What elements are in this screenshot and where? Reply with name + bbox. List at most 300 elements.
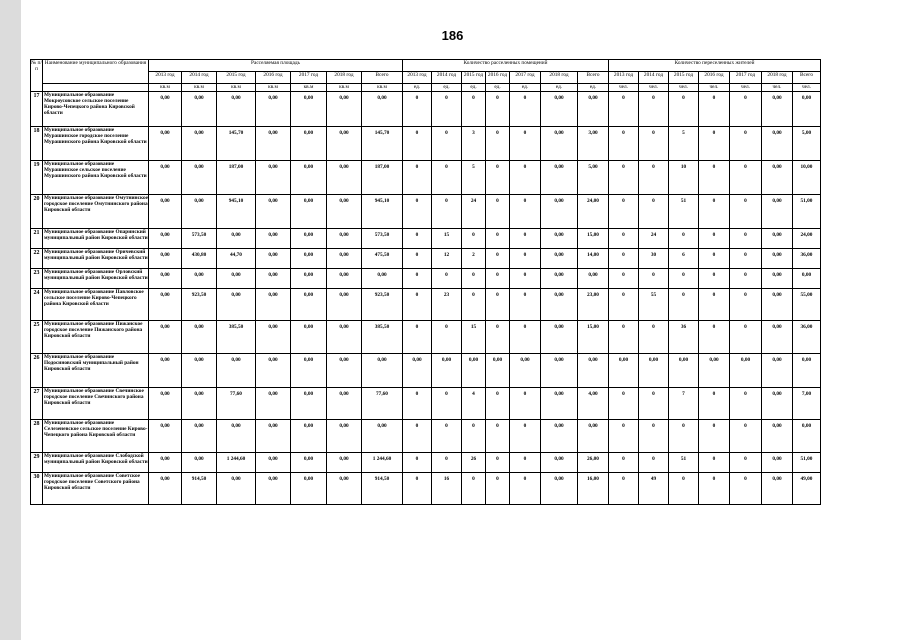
cell-people: 0 xyxy=(609,195,639,229)
cell-units: 16 xyxy=(432,473,462,505)
cell-units: 0 xyxy=(432,195,462,229)
cell-people: 0 xyxy=(699,195,730,229)
table-row xyxy=(31,269,821,289)
cell-people: 0 xyxy=(609,127,639,161)
cell-area: 0,00 xyxy=(256,321,291,354)
cell-units: 0 xyxy=(510,420,541,453)
cell-people: 0 xyxy=(609,321,639,354)
table-row xyxy=(31,473,821,505)
cell-area: 0,00 xyxy=(149,92,182,127)
cell-area: 0,00 xyxy=(149,473,182,505)
cell-people: 0,00 xyxy=(762,388,793,420)
cell-people: 0,00 xyxy=(793,269,821,289)
cell-units: 0 xyxy=(510,195,541,229)
cell-people: 36,00 xyxy=(793,321,821,354)
header-unit: ед. xyxy=(486,84,510,92)
cell-units: 0 xyxy=(432,420,462,453)
cell-units: 0,00 xyxy=(541,127,578,161)
cell-units: 0,00 xyxy=(541,92,578,127)
cell-area: 0,00 xyxy=(217,229,256,249)
cell-area: 0,00 xyxy=(182,354,217,388)
cell-area: 475,50 xyxy=(362,249,403,269)
cell-people: 51 xyxy=(669,453,699,473)
cell-area: 0,00 xyxy=(149,354,182,388)
cell-units: 0 xyxy=(486,453,510,473)
cell-area: 0,00 xyxy=(182,420,217,453)
cell-area: 0,00 xyxy=(217,289,256,321)
cell-area: 0,00 xyxy=(362,92,403,127)
header-unit: ед. xyxy=(578,84,609,92)
cell-units: 0 xyxy=(432,269,462,289)
row-number: 20 xyxy=(31,195,43,229)
table-row xyxy=(31,453,821,473)
cell-area: 0,00 xyxy=(256,249,291,269)
cell-units: 3 xyxy=(462,127,486,161)
cell-units: 0 xyxy=(510,249,541,269)
cell-area: 0,00 xyxy=(327,269,362,289)
cell-people: 0 xyxy=(730,269,762,289)
cell-area: 145,70 xyxy=(217,127,256,161)
cell-people: 7 xyxy=(669,388,699,420)
cell-people: 0 xyxy=(609,473,639,505)
cell-area: 0,00 xyxy=(149,420,182,453)
cell-area: 0,00 xyxy=(217,473,256,505)
cell-people: 0 xyxy=(730,127,762,161)
cell-units: 0 xyxy=(486,473,510,505)
row-number: 17 xyxy=(31,92,43,127)
header-year: 2014 год xyxy=(182,72,217,84)
header-year: 2018 год xyxy=(762,72,793,84)
row-number: 19 xyxy=(31,161,43,195)
cell-people: 0 xyxy=(699,453,730,473)
cell-people: 49,00 xyxy=(793,473,821,505)
cell-people: 0 xyxy=(609,388,639,420)
cell-people: 0 xyxy=(730,420,762,453)
header-unit: кв.м xyxy=(291,84,327,92)
cell-area: 0,00 xyxy=(362,354,403,388)
resettlement-table xyxy=(30,59,821,505)
header-group: Расселяемая площадь xyxy=(149,60,403,72)
cell-people: 10 xyxy=(669,161,699,195)
cell-units: 0 xyxy=(403,453,432,473)
municipality-name: Муниципальное образование Орловский муниципальный район Кировской области xyxy=(43,269,149,289)
table-row xyxy=(31,161,821,195)
cell-people: 0,00 xyxy=(699,354,730,388)
cell-units: 0 xyxy=(403,321,432,354)
cell-area: 0,00 xyxy=(149,161,182,195)
cell-units: 14,00 xyxy=(578,249,609,269)
cell-units: 0 xyxy=(486,420,510,453)
municipality-name: Муниципальное образование Советское городское поселение Советского района Кировской области xyxy=(43,473,149,505)
cell-area: 0,00 xyxy=(182,388,217,420)
header-year: 2016 год xyxy=(699,72,730,84)
cell-area: 0,00 xyxy=(182,195,217,229)
header-name: Наименование муниципального образования xyxy=(43,60,149,84)
cell-units: 0 xyxy=(510,473,541,505)
cell-units: 0,00 xyxy=(541,473,578,505)
municipality-name: Муниципальное образование Слободской муниципальный район Кировской области xyxy=(43,453,149,473)
row-number: 27 xyxy=(31,388,43,420)
header-no: № п/п xyxy=(31,60,43,92)
cell-area: 0,00 xyxy=(291,453,327,473)
cell-area: 0,00 xyxy=(149,289,182,321)
cell-units: 0 xyxy=(403,92,432,127)
cell-units: 0,00 xyxy=(486,354,510,388)
cell-area: 0,00 xyxy=(327,388,362,420)
municipality-name: Муниципальное образование Селезеневское сельское поселение Кирово-Чепецкого района Кировской области xyxy=(43,420,149,453)
cell-area: 0,00 xyxy=(291,473,327,505)
header-unit: ед. xyxy=(462,84,486,92)
cell-units: 23 xyxy=(432,289,462,321)
cell-area: 945,10 xyxy=(362,195,403,229)
row-number: 21 xyxy=(31,229,43,249)
cell-units: 24,00 xyxy=(578,195,609,229)
cell-units: 0 xyxy=(510,229,541,249)
cell-units: 16,00 xyxy=(578,473,609,505)
header-unit: чел. xyxy=(730,84,762,92)
cell-units: 26,00 xyxy=(578,453,609,473)
cell-units: 0,00 xyxy=(541,229,578,249)
cell-units: 15 xyxy=(432,229,462,249)
cell-area: 0,00 xyxy=(256,92,291,127)
cell-people: 7,00 xyxy=(793,388,821,420)
cell-units: 0,00 xyxy=(541,161,578,195)
cell-units: 15,00 xyxy=(578,229,609,249)
cell-units: 4 xyxy=(462,388,486,420)
cell-area: 0,00 xyxy=(256,229,291,249)
header-year: 2018 год xyxy=(541,72,578,84)
cell-area: 0,00 xyxy=(291,229,327,249)
cell-units: 0 xyxy=(432,388,462,420)
municipality-name: Муниципальное образование Павловское сельское поселение Кирово-Чепецкого района Кировской области xyxy=(43,289,149,321)
cell-people: 0,00 xyxy=(762,289,793,321)
cell-people: 24,00 xyxy=(793,229,821,249)
cell-area: 0,00 xyxy=(362,420,403,453)
header-unit: кв.м xyxy=(362,84,403,92)
cell-units: 0,00 xyxy=(510,354,541,388)
cell-units: 0,00 xyxy=(541,388,578,420)
cell-units: 0,00 xyxy=(541,249,578,269)
cell-units: 0 xyxy=(510,161,541,195)
cell-units: 12 xyxy=(432,249,462,269)
cell-area: 923,50 xyxy=(182,289,217,321)
header-year: Всего xyxy=(793,72,821,84)
cell-area: 385,50 xyxy=(217,321,256,354)
cell-people: 0,00 xyxy=(762,321,793,354)
cell-units: 0,00 xyxy=(403,354,432,388)
cell-area: 430,80 xyxy=(182,249,217,269)
cell-area: 0,00 xyxy=(182,127,217,161)
cell-area: 0,00 xyxy=(217,420,256,453)
municipality-name: Муниципальное образование Мурашинское городское поселение Мурашинского района Кировской области xyxy=(43,127,149,161)
cell-area: 0,00 xyxy=(362,269,403,289)
cell-area: 0,00 xyxy=(149,321,182,354)
cell-units: 26 xyxy=(462,453,486,473)
table-row xyxy=(31,92,821,127)
cell-units: 0 xyxy=(510,127,541,161)
cell-units: 0 xyxy=(432,161,462,195)
cell-area: 0,00 xyxy=(327,127,362,161)
row-number: 18 xyxy=(31,127,43,161)
cell-units: 0 xyxy=(432,127,462,161)
cell-units: 0 xyxy=(462,420,486,453)
header-year: 2015 год xyxy=(217,72,256,84)
cell-area: 0,00 xyxy=(149,453,182,473)
cell-area: 0,00 xyxy=(327,453,362,473)
cell-units: 0 xyxy=(510,92,541,127)
cell-area: 187,00 xyxy=(217,161,256,195)
cell-people: 0 xyxy=(730,229,762,249)
cell-units: 0 xyxy=(486,249,510,269)
cell-area: 0,00 xyxy=(217,269,256,289)
cell-area: 0,00 xyxy=(291,249,327,269)
cell-people: 0 xyxy=(639,321,669,354)
municipality-name: Муниципальное образование Мокроусовское сельское поселение Кирово-Чепецкого района Кировской области xyxy=(43,92,149,127)
cell-area: 0,00 xyxy=(256,269,291,289)
cell-units: 0,00 xyxy=(578,420,609,453)
row-number: 30 xyxy=(31,473,43,505)
header-year: Всего xyxy=(578,72,609,84)
header-group: Количество расселенных помещений xyxy=(403,60,609,72)
cell-people: 0 xyxy=(609,92,639,127)
header-group: Количество переселенных жителей xyxy=(609,60,821,72)
cell-area: 0,00 xyxy=(291,321,327,354)
cell-people: 49 xyxy=(639,473,669,505)
cell-area: 0,00 xyxy=(149,249,182,269)
table-row xyxy=(31,354,821,388)
cell-area: 0,00 xyxy=(256,420,291,453)
cell-people: 0,00 xyxy=(762,269,793,289)
cell-area: 0,00 xyxy=(182,269,217,289)
cell-area: 0,00 xyxy=(256,473,291,505)
header-year: 2016 год xyxy=(486,72,510,84)
header-unit: чел. xyxy=(639,84,669,92)
header-unit: чел. xyxy=(669,84,699,92)
cell-units: 0 xyxy=(462,269,486,289)
cell-units: 0,00 xyxy=(578,269,609,289)
cell-people: 55,00 xyxy=(793,289,821,321)
cell-units: 0 xyxy=(432,92,462,127)
cell-people: 0,00 xyxy=(762,453,793,473)
cell-people: 0,00 xyxy=(762,249,793,269)
cell-area: 0,00 xyxy=(291,388,327,420)
cell-units: 3,00 xyxy=(578,127,609,161)
cell-units: 0 xyxy=(486,289,510,321)
municipality-name: Муниципальное образование Подосиновский муниципальный район Кировской области xyxy=(43,354,149,388)
page-number: 186 xyxy=(441,28,464,43)
cell-people: 0 xyxy=(699,289,730,321)
header-year: 2013 год xyxy=(149,72,182,84)
cell-people: 0 xyxy=(639,269,669,289)
cell-area: 0,00 xyxy=(256,388,291,420)
cell-units: 0 xyxy=(462,473,486,505)
cell-units: 0 xyxy=(510,269,541,289)
cell-people: 0 xyxy=(639,388,669,420)
municipality-name: Муниципальное образование Опаринский муниципальный район Кировской области xyxy=(43,229,149,249)
cell-people: 0 xyxy=(639,420,669,453)
cell-people: 0,00 xyxy=(762,92,793,127)
cell-area: 0,00 xyxy=(149,269,182,289)
cell-people: 0 xyxy=(639,127,669,161)
cell-units: 0,00 xyxy=(541,354,578,388)
table-row xyxy=(31,388,821,420)
cell-people: 0 xyxy=(639,92,669,127)
header-unit-blank xyxy=(43,84,149,92)
cell-people: 0 xyxy=(699,127,730,161)
cell-units: 0 xyxy=(403,473,432,505)
cell-people: 0 xyxy=(699,269,730,289)
cell-units: 0 xyxy=(403,127,432,161)
cell-units: 0,00 xyxy=(541,289,578,321)
cell-area: 77,60 xyxy=(362,388,403,420)
cell-units: 0 xyxy=(510,453,541,473)
header-year: 2017 год xyxy=(730,72,762,84)
table-row xyxy=(31,249,821,269)
header-unit: чел. xyxy=(609,84,639,92)
cell-area: 0,00 xyxy=(256,161,291,195)
cell-people: 0,00 xyxy=(762,127,793,161)
cell-units: 0,00 xyxy=(541,321,578,354)
cell-people: 30 xyxy=(639,249,669,269)
cell-people: 0,00 xyxy=(793,354,821,388)
municipality-name: Муниципальное образование Пижанское городское поселение Пижанского района Кировской области xyxy=(43,321,149,354)
header-year: 2014 год xyxy=(639,72,669,84)
cell-people: 55 xyxy=(639,289,669,321)
cell-people: 0 xyxy=(609,289,639,321)
cell-units: 0 xyxy=(486,229,510,249)
cell-people: 0 xyxy=(730,321,762,354)
cell-area: 0,00 xyxy=(327,92,362,127)
cell-people: 0 xyxy=(669,289,699,321)
cell-area: 923,50 xyxy=(362,289,403,321)
cell-units: 0 xyxy=(403,229,432,249)
cell-people: 0 xyxy=(730,161,762,195)
header-row-units xyxy=(31,84,821,92)
cell-people: 0,00 xyxy=(793,420,821,453)
cell-area: 0,00 xyxy=(217,354,256,388)
cell-people: 0 xyxy=(699,321,730,354)
cell-area: 0,00 xyxy=(256,195,291,229)
cell-people: 0,00 xyxy=(639,354,669,388)
cell-units: 15 xyxy=(462,321,486,354)
cell-people: 0 xyxy=(730,249,762,269)
cell-people: 0 xyxy=(730,289,762,321)
cell-units: 0 xyxy=(510,289,541,321)
cell-people: 51,00 xyxy=(793,453,821,473)
cell-units: 0 xyxy=(462,229,486,249)
cell-people: 0 xyxy=(669,92,699,127)
cell-area: 0,00 xyxy=(327,354,362,388)
cell-units: 0 xyxy=(486,195,510,229)
cell-units: 0,00 xyxy=(541,453,578,473)
cell-area: 385,50 xyxy=(362,321,403,354)
cell-units: 0 xyxy=(510,321,541,354)
cell-units: 0 xyxy=(403,195,432,229)
cell-units: 0 xyxy=(462,92,486,127)
cell-people: 0 xyxy=(609,229,639,249)
cell-area: 77,60 xyxy=(217,388,256,420)
cell-area: 0,00 xyxy=(217,92,256,127)
cell-people: 36,00 xyxy=(793,249,821,269)
cell-units: 5 xyxy=(462,161,486,195)
cell-people: 0 xyxy=(609,269,639,289)
cell-people: 0 xyxy=(699,92,730,127)
cell-area: 0,00 xyxy=(149,388,182,420)
table-row xyxy=(31,420,821,453)
cell-area: 0,00 xyxy=(291,195,327,229)
cell-area: 914,50 xyxy=(362,473,403,505)
cell-units: 0,00 xyxy=(541,269,578,289)
cell-people: 0,00 xyxy=(762,420,793,453)
cell-area: 1 244,60 xyxy=(217,453,256,473)
cell-units: 0 xyxy=(486,321,510,354)
row-number: 29 xyxy=(31,453,43,473)
cell-people: 0 xyxy=(639,453,669,473)
cell-units: 23,00 xyxy=(578,289,609,321)
header-year: Всего xyxy=(362,72,403,84)
cell-people: 0 xyxy=(730,453,762,473)
cell-people: 0 xyxy=(699,229,730,249)
table-row xyxy=(31,195,821,229)
row-number: 28 xyxy=(31,420,43,453)
cell-area: 0,00 xyxy=(291,354,327,388)
cell-people: 10,00 xyxy=(793,161,821,195)
header-unit: чел. xyxy=(762,84,793,92)
header-unit: кв.м xyxy=(182,84,217,92)
cell-units: 0 xyxy=(403,161,432,195)
header-unit: кв.м xyxy=(327,84,362,92)
row-number: 24 xyxy=(31,289,43,321)
cell-people: 0 xyxy=(639,195,669,229)
cell-units: 0 xyxy=(432,453,462,473)
municipality-name: Муниципальное образование Мурашинское сельское поселение Мурашинского района Кировской области xyxy=(43,161,149,195)
cell-area: 0,00 xyxy=(327,195,362,229)
cell-units: 0 xyxy=(486,127,510,161)
cell-units: 2 xyxy=(462,249,486,269)
cell-area: 0,00 xyxy=(291,161,327,195)
cell-area: 0,00 xyxy=(291,92,327,127)
cell-people: 6 xyxy=(669,249,699,269)
cell-area: 0,00 xyxy=(149,195,182,229)
header-row-groups xyxy=(31,60,821,72)
cell-area: 0,00 xyxy=(327,473,362,505)
cell-people: 0,00 xyxy=(669,354,699,388)
cell-units: 0 xyxy=(486,388,510,420)
cell-area: 945,10 xyxy=(217,195,256,229)
cell-units: 15,00 xyxy=(578,321,609,354)
table-row xyxy=(31,229,821,249)
cell-area: 1 244,60 xyxy=(362,453,403,473)
cell-units: 4,00 xyxy=(578,388,609,420)
cell-people: 0 xyxy=(730,92,762,127)
cell-area: 0,00 xyxy=(182,161,217,195)
cell-area: 0,00 xyxy=(327,420,362,453)
cell-area: 44,70 xyxy=(217,249,256,269)
cell-units: 0,00 xyxy=(578,354,609,388)
cell-people: 24 xyxy=(639,229,669,249)
header-year: 2017 год xyxy=(291,72,327,84)
cell-units: 24 xyxy=(462,195,486,229)
cell-people: 0 xyxy=(669,473,699,505)
table-row xyxy=(31,289,821,321)
cell-people: 36 xyxy=(669,321,699,354)
cell-area: 187,00 xyxy=(362,161,403,195)
header-unit: кв.м xyxy=(256,84,291,92)
municipality-name: Муниципальное образование Свечинское городское поселение Свечинского района Кировской области xyxy=(43,388,149,420)
cell-people: 0,00 xyxy=(609,354,639,388)
header-year: 2013 год xyxy=(609,72,639,84)
cell-area: 573,50 xyxy=(362,229,403,249)
